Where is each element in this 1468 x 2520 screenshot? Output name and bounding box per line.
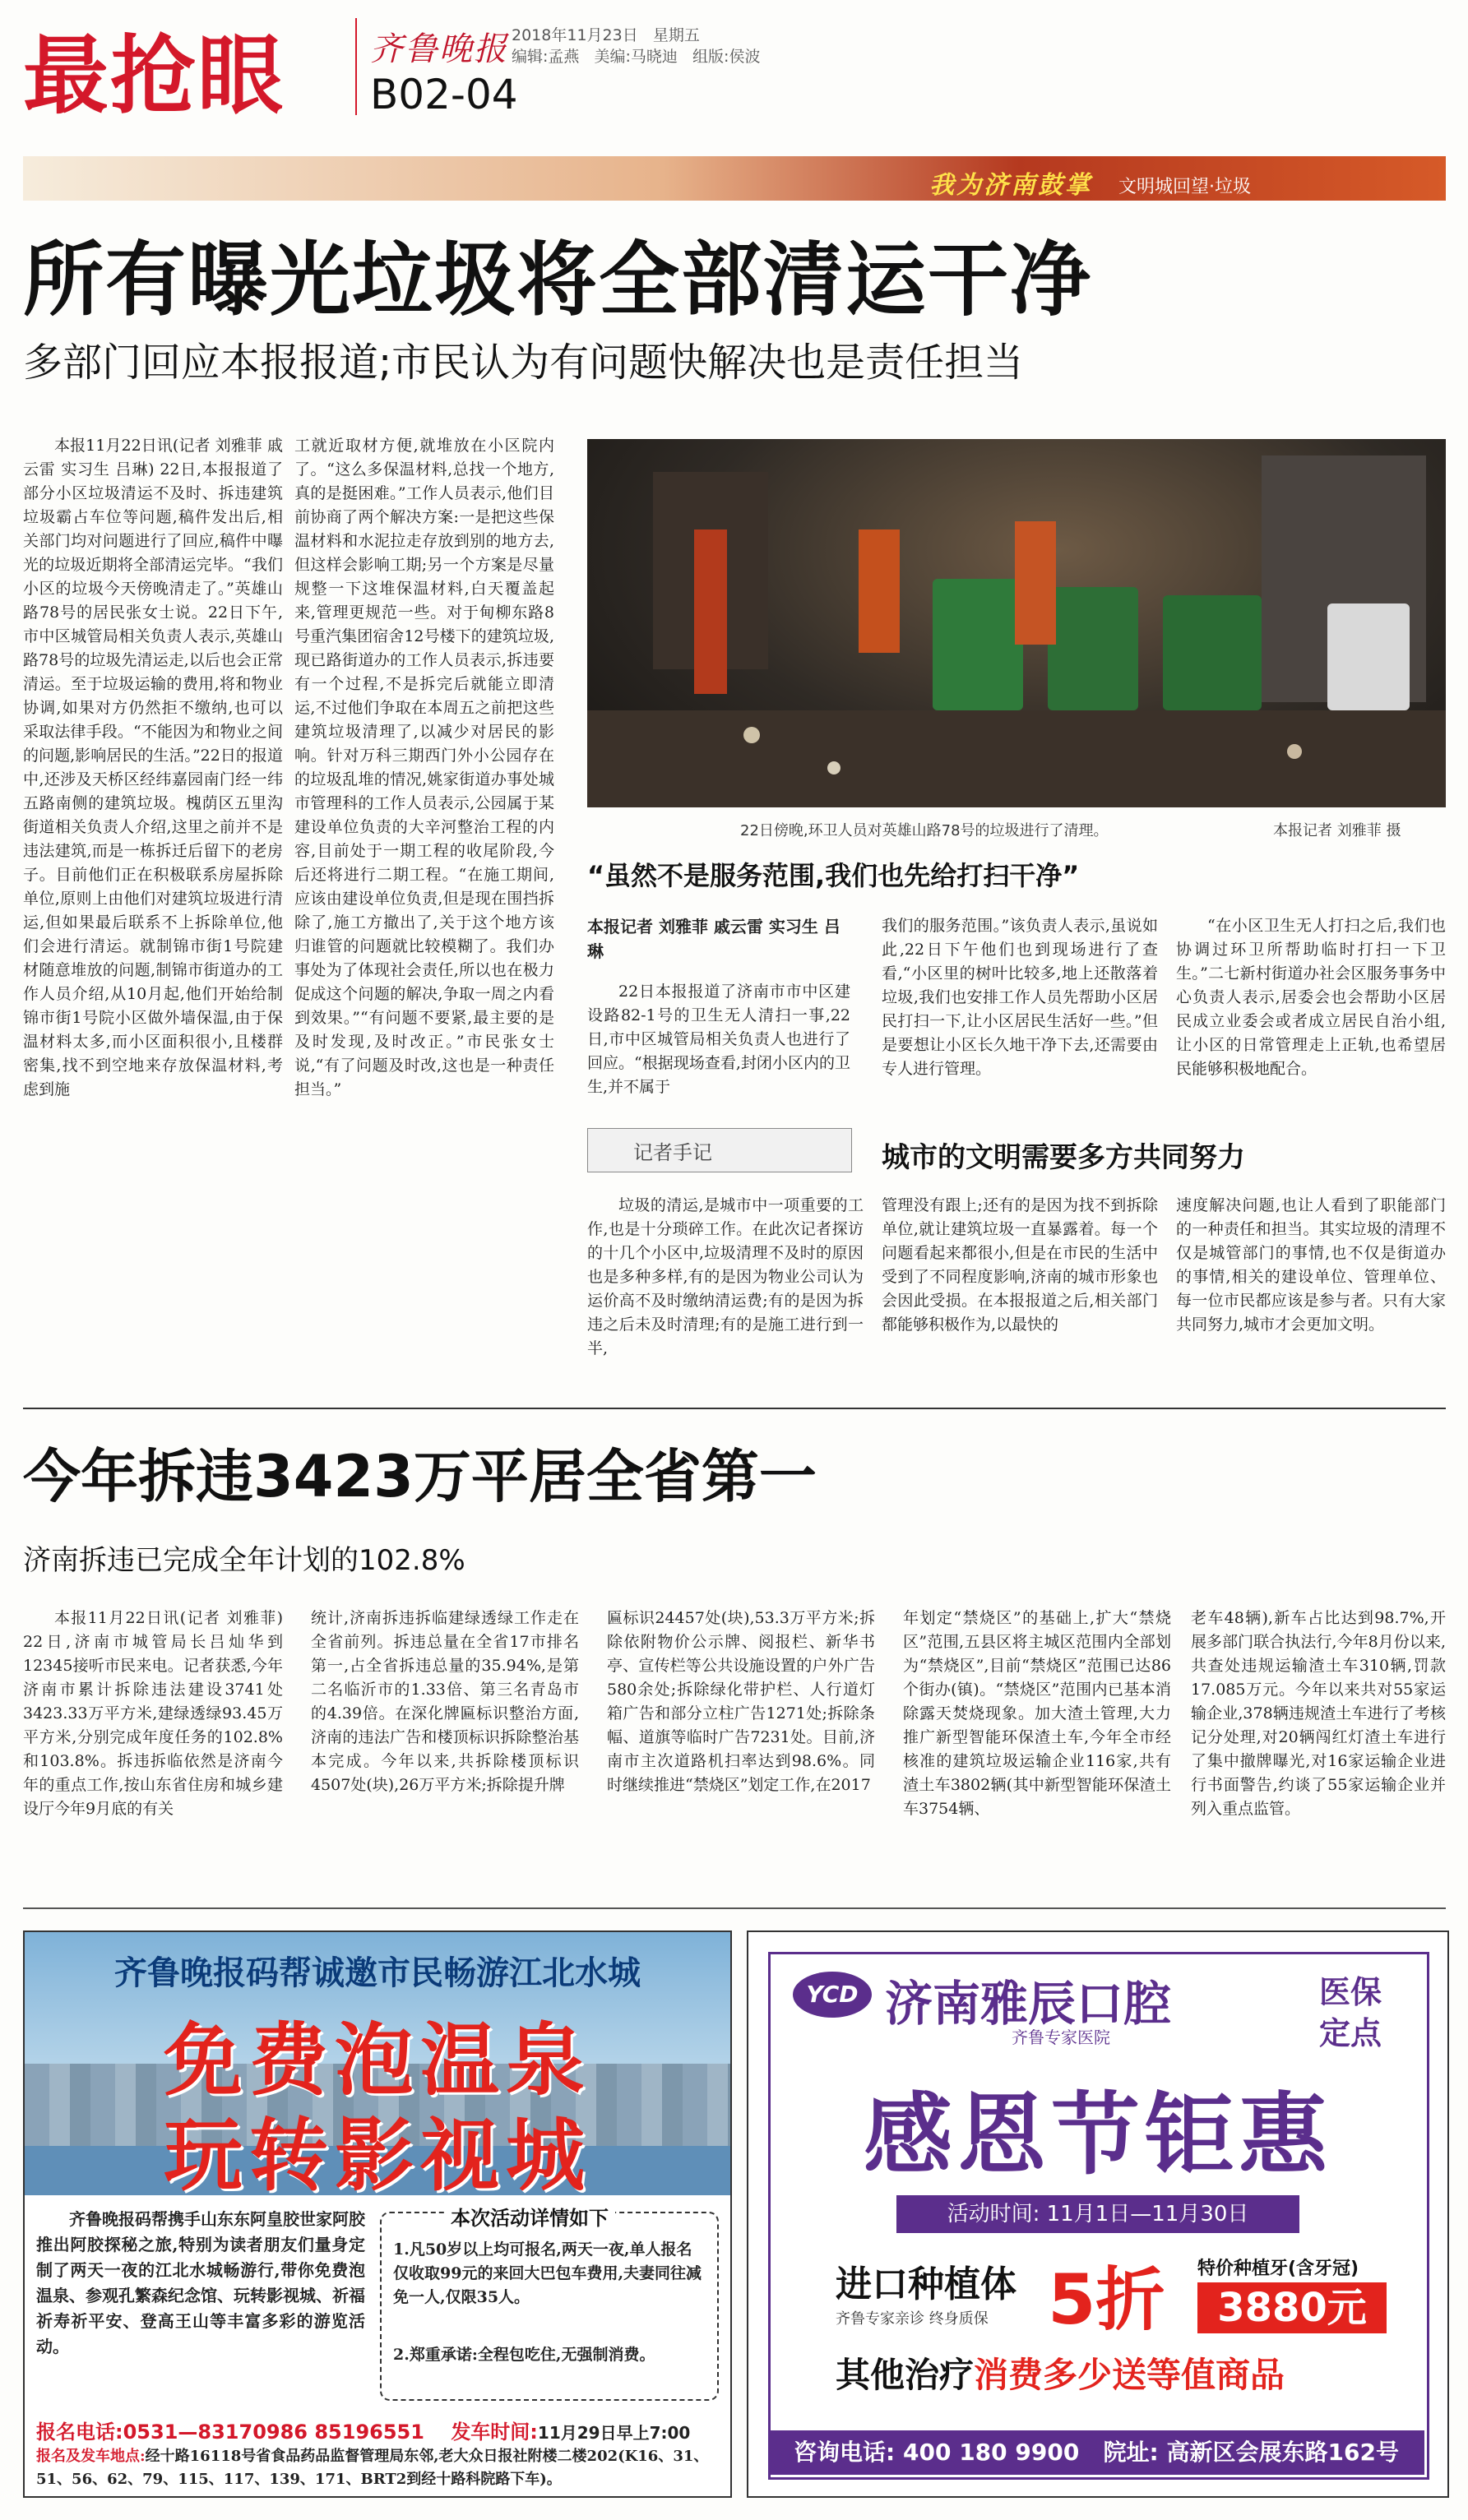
ad-left xyxy=(23,1930,732,2498)
ad-right-badge1: 医保 xyxy=(1319,1974,1382,2010)
banner-tag: 文明城回望·垃圾 xyxy=(1118,177,1251,197)
ad-right-big: 感恩节钜惠 xyxy=(863,2084,1332,2187)
banner-slogan: 我为济南鼓掌 xyxy=(929,171,1092,200)
ad-left-time: 11月29日早上7:00 xyxy=(537,2423,691,2443)
header-date: 2018年11月23日 xyxy=(512,26,638,44)
sub-story-column-2-text: 我们的服务范围。”该负责人表示,虽说如此,22日下午他们也到现场进行了查看,“小区里的树叶比较多,地上还散落着垃圾,我们也安排工作人员先帮助小区居民打扫一下,让小区居民生活好一些。”但是要想让小区长久地干净下去,还需要由专人进行管理。 xyxy=(882,917,1158,1078)
ad-separator xyxy=(23,1907,1446,1909)
ad-left-detail2: 2.郑重承诺:全程包吃住,无强制消费。 xyxy=(393,2346,655,2364)
paper-name: 齐鲁晚报 xyxy=(370,30,508,68)
story-separator xyxy=(23,1408,1446,1409)
ad-right-brand: 济南雅辰口腔 xyxy=(885,1976,1172,2032)
story2-column-2-text: 统计,济南拆违拆临建绿透绿工作走在全省前列。拆违总量在全省17市排名第一,占全省拆违总量的35.94%,是第二名临沂市的1.33倍、第三名青岛市的4.39倍。在深化牌匾标识整治方面,济南的违法广告和楼顶标识拆除整治基本完成。今年以来,共拆除楼顶标识4507处(块),26万平方米;拆除提升牌 xyxy=(311,1609,579,1794)
ad-left-big1: 免费泡温泉 xyxy=(164,2014,591,2106)
story2-column-3 xyxy=(607,1607,875,1870)
sub-story-byline: 本报记者 刘雅菲 戚云雷 实习生 吕琳 xyxy=(587,917,841,961)
photo-caption: 22日傍晚,环卫人员对英雄山路78号的垃圾进行了清理。 xyxy=(740,822,1109,839)
ad-right xyxy=(747,1930,1449,2498)
story1-column-2 xyxy=(294,434,554,1388)
story2-column-1-text: 本报11月22日讯(记者 刘雅菲) 22日,济南市城管局长吕灿华到12345接听市民来电。记者获悉,今年济南市累计拆除违法建设3741处3423.33万平方米,建绿透绿93.45万平方米,分别完成年度任务的102.8%和103.8%。拆违拆临依然是济南今年的重点工作,按山东省住房和城乡建设厅今年9月底的有关 xyxy=(23,1609,283,1818)
ad-right-brand-sub: 齐鲁专家医院 xyxy=(1012,2028,1110,2047)
header-weekday: 星期五 xyxy=(652,26,700,44)
ad-left-details-title: 本次活动详情如下 xyxy=(444,2202,615,2231)
story1-column-1-text: 本报11月22日讯(记者 刘雅菲 戚云雷 实习生 吕琳) 22日,本报报道了部分小区垃圾清运不及时、拆违建筑垃圾霸占车位等问题,稿件发出后,相关部门均对问题进行了回应,稿件中曝光的垃圾近期将全部清运完毕。“我们小区的垃圾今天傍晚清走了。”英雄山路78号的居民张女士说。22日下午,市中区城管局相关负责人表示,英雄山路78号的垃圾先清运走,以后也会正常清运。至于垃圾运输的费用,将和物业协调,如果对方仍然拒不缴纳,也可以采取法律手段。“不能因为和物业之间的问题,影响居民的生活。”22日的报道中,还涉及天桥区经纬嘉园南门经一纬五路南侧的建筑垃圾。槐荫区五里沟街道相关负责人介绍,这里之前并不是违法建筑,而是一栋拆迁后留下的老房子。目前他们正在积极联系房屋拆除单位,原则上由他们对建筑垃圾进行清运,但如果最后联系不上拆除单位,他们会进行清运。就制锦市街1号院建材随意堆放的问题,制锦市街道办的工作人员介绍,从10月起,他们开始给制锦市街1号院小区做外墙保温,由于保温材料太多,而小区面积很小,且楼群密集,找不到空地来存放保温材料,考虑到施 xyxy=(23,437,283,1098)
commentary-column-2 xyxy=(882,1194,1158,1391)
ad-right-special-label: 特价种植牙(含牙冠) xyxy=(1197,2259,1359,2279)
section-title: 最抢眼 xyxy=(23,25,285,126)
photo-credit: 本报记者 刘雅菲 摄 xyxy=(1273,822,1401,839)
story1-photo xyxy=(587,439,1446,807)
commentary-column-1-text: 垃圾的清运,是城市中一项重要的工作,也是十分琐碎工作。在此次记者探访的十几个小区中,垃圾清理不及时的原因也是多种多样,有的是因为物业公司认为运价高不及时缴纳清运费;有的是因为拆违之后未及时清理;有的是施工进行到一半, xyxy=(587,1196,864,1357)
ad-left-place: 经十路16118号省食品药品监督管理局东邻,老大众日报社附楼二楼202(K16、31、51、56、62、79、115、117、139、171、BRT2到经十路科院路下车)。 xyxy=(36,2448,709,2488)
ad-right-contact: 咨询电话: 400 180 9900 院址: 高新区会展东路162号 xyxy=(768,2430,1424,2475)
ad-left-time-label: 发车时间: xyxy=(451,2421,538,2444)
sub-story-column-1 xyxy=(587,980,850,1128)
story2-headline: 今年拆违3423万平居全省第一 xyxy=(23,1443,817,1510)
ad-left-detail1: 1.凡50岁以上均可报名,两天一夜,单人报名仅收取99元的来回大巴包车费用,夫妻同往减免一人,仅限35人。 xyxy=(393,2240,702,2306)
commentary-label-box xyxy=(587,1128,852,1172)
photo-scene xyxy=(587,439,1446,807)
commentary-label: 记者手记 xyxy=(633,1141,712,1164)
ad-right-badge2: 定点 xyxy=(1319,2015,1382,2051)
ad-right-period: 活动时间: 11月1日—11月30日 xyxy=(896,2195,1299,2233)
sub-story-column-2 xyxy=(882,914,1158,1128)
ad-left-big2: 玩转影视城 xyxy=(164,2110,591,2202)
ad-right-special-price: 3880元 xyxy=(1197,2282,1387,2333)
sub-story-column-1-text: 22日本报报道了济南市市中区建设路82-1号的卫生无人清扫一事,22日,市中区城管局相关负责人也进行了回应。“根据现场查看,封闭小区内的卫生,并不属于 xyxy=(587,983,850,1096)
header-divider xyxy=(355,18,357,115)
ad-right-logo: YCD xyxy=(793,1972,872,2018)
commentary-column-3 xyxy=(1176,1194,1446,1391)
commentary-column-3-text: 速度解决问题,也让人看到了职能部门的一种责任和担当。其实垃圾的清理不仅是城管部门的事情,也不仅是街道办的事情,相关的建设单位、管理单位、每一位市民都应该是参与者。只有大家共同努力,城市才会更加文明。 xyxy=(1176,1196,1446,1334)
sub-story-column-3 xyxy=(1176,914,1446,1128)
commentary-column-1 xyxy=(587,1194,864,1391)
header-staff: 编辑:孟燕 美编:马晓迪 组版:侯波 xyxy=(512,48,761,66)
sub-story-column-3-text: “在小区卫生无人打扫之后,我们也协调过环卫所帮助临时打扫一下卫生。”二七新村街道办社会区服务事务中心负责人表示,居委会也会帮助小区居民成立业委会或者成立居民自治小组,让小区的日常管理走上正轨,也希望居民能够积极地配合。 xyxy=(1176,917,1446,1078)
ad-left-headline: 齐鲁晚报码帮诚邀市民畅游江北水城 xyxy=(114,1954,641,1992)
story2-column-3-text: 匾标识24457处(块),53.3万平方米;拆除依附物价公示牌、阅报栏、新华书亭、宣传栏等公共设施设置的户外广告580余处;拆除绿化带护栏、人行道灯箱广告和部分立柱广告1271处;拆除条幅、道旗等临时广告7231处。目前,济南市主次道路机扫率达到98.6%。同时继续推进“禁烧区”划定工作,在2017 xyxy=(607,1609,875,1794)
story1-headline: 所有曝光垃圾将全部清运干净 xyxy=(23,234,1093,327)
ad-left-place-label: 报名及发车地点: xyxy=(36,2448,146,2465)
ad-right-discount: 5折 xyxy=(1048,2259,1165,2340)
ad-left-phone-row xyxy=(36,2416,690,2444)
ad-right-other-row xyxy=(836,2348,1285,2397)
ad-right-item1: 进口种植体 xyxy=(836,2263,1016,2305)
story2-subhead: 济南拆违已完成全年计划的102.8% xyxy=(23,1544,465,1577)
story1-column-1 xyxy=(23,434,283,1388)
story2-column-5 xyxy=(1191,1607,1446,1870)
ad-left-intro: 齐鲁晚报码帮携手山东东阿皇胶世家阿胶推出阿胶探秘之旅,特别为读者朋友们量身定制了两天一夜的江北水城畅游行,带你免费泡温泉、参观孔繁森纪念馆、玩转影视城、祈福祈寿祈平安、登高王山等丰富多彩的游览活动。 xyxy=(36,2209,365,2356)
ad-right-item1-sub: 齐鲁专家亲诊 终身质保 xyxy=(836,2310,989,2328)
ad-right-other-red: 消费多少送等值商品 xyxy=(974,2355,1285,2395)
ad-left-place-row xyxy=(36,2445,719,2491)
story2-column-5-text: 老车48辆),新车占比达到98.7%,开展多部门联合执法行,今年8月份以来,共查处违规运输渣土车310辆,罚款17.085万元。今年以来共对55家运输企业,378辆违规渣土车进行了考核记分处理,对20辆闯红灯渣土车进行了集中撤牌曝光,对16家运输企业进行书面警告,约谈了55家运输企业并列入重点监管。 xyxy=(1191,1609,1446,1818)
commentary-headline: 城市的文明需要多方共同努力 xyxy=(882,1141,1245,1174)
page-code: B02-04 xyxy=(370,71,518,118)
story2-column-1 xyxy=(23,1607,283,1870)
sub-story-headline: “虽然不是服务范围,我们也先给打扫干净” xyxy=(587,860,1080,891)
commentary-column-2-text: 管理没有跟上;还有的是因为找不到拆除单位,就让建筑垃圾一直暴露着。每一个问题看起来都很小,但是在市民的生活中受到了不同程度影响,济南的城市形象也会因此受损。在本报报道之后,相关部门都能够积极作为,以最快的 xyxy=(882,1196,1158,1334)
ad-left-phone: 0531—83170986 85196551 xyxy=(123,2421,424,2444)
story1-subhead: 多部门回应本报报道;市民认为有问题快解决也是责任担当 xyxy=(23,340,1024,386)
ad-left-phone-label: 报名电话: xyxy=(36,2421,123,2444)
story1-column-2-text: 工就近取材方便,就堆放在小区院内了。“这么多保温材料,总找一个地方,真的是挺困难。”工作人员表示,他们目前协商了两个解决方案:一是把这些保温材料和水泥拉走存放到别的地方去,但这样会影响工期;另一个方案是尽量规整一下这堆保温材料,白天覆盖起来,管理更规范一些。对于甸柳东路8号重汽集团宿舍12号楼下的建筑垃圾,现已路街道办的工作人员表示,拆违要有一个过程,不是拆完后就能立即清运,不过他们争取在本周五之前把这些建筑垃圾清理了,以减少对居民的影响。针对万科三期西门外小公园存在的垃圾乱堆的情况,姚家街道办事处城市管理科的工作人员表示,公园属于某建设单位负责的大辛河整治工程的内容,目前处于一期工程的收尾阶段,今后还将进行二期工程。“在施工期间,应该由建设单位负责,但是现在围挡拆除了,施工方撤出了,关于这个地方该归谁管的问题就比较模糊了。我们办事处为了体现社会责任,所以也在极力促成这个问题的解决,争取一周之内看到效果。”“有问题不要紧,最主要的是及时发现,及时改正。”市民张女士说,“有了问题及时改,这也是一种责任担当。” xyxy=(294,437,554,1098)
ad-right-other: 其他治疗 xyxy=(836,2355,975,2395)
story2-column-2 xyxy=(311,1607,579,1870)
story2-column-4-text: 年划定“禁烧区”的基础上,扩大“禁烧区”范围,五县区将主城区范围内全部划为“禁烧区”,目前“禁烧区”范围已达86个街办(镇)。“禁烧区”范围内已基本消除露天焚烧现象。加大渣土管理,大力推广新型智能环保渣土车,今年全市经核准的建筑垃圾运输企业116家,共有渣土车3802辆(其中新型智能环保渣土车3754辆、 xyxy=(903,1609,1171,1818)
header-meta xyxy=(512,23,700,45)
story2-column-4 xyxy=(903,1607,1171,1870)
